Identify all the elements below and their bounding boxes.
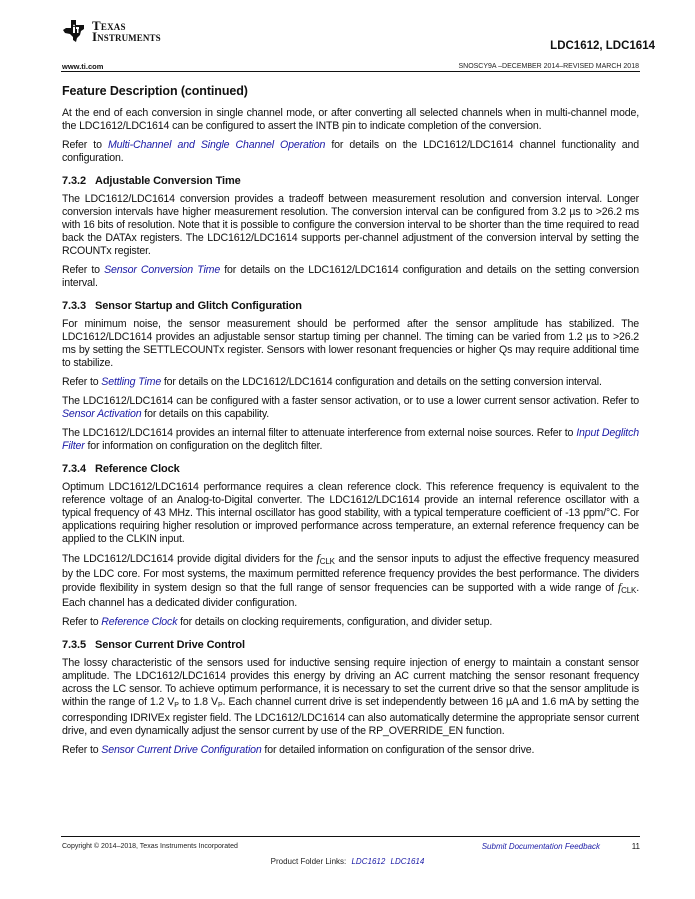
copyright-notice: Copyright © 2014–2018, Texas Instruments Incorporated (62, 843, 238, 850)
vp-symbol (167, 696, 178, 708)
xref-sensor-current-drive-link[interactable]: Sensor Current Drive Configuration (101, 744, 262, 756)
header-divider (61, 71, 640, 72)
ti-logo[interactable] (62, 14, 161, 48)
heading-number: 7.3.4 (62, 463, 86, 475)
heading-7-3-3 (62, 300, 639, 312)
folder-links-label: Product Folder Links: (270, 857, 347, 866)
fclk-symbol (317, 551, 335, 565)
vp-symbol (211, 696, 222, 708)
logo-line-1: Texas (92, 18, 126, 33)
symbol-subscript: P (174, 702, 179, 709)
page-number: 11 (631, 842, 640, 851)
submit-feedback-link[interactable]: Submit Documentation Feedback (481, 842, 600, 851)
text: for details on this capability. (141, 408, 269, 420)
symbol-subscript: P (217, 702, 223, 709)
text: The LDC1612/LDC1614 provide digital dividers for the (62, 553, 317, 565)
s733-paragraph-3 (62, 395, 639, 421)
heading-7-3-4 (62, 463, 639, 475)
text: Refer to (62, 139, 108, 151)
xref-sensor-activation-link[interactable]: Sensor Activation (62, 408, 142, 420)
text: and the sensor inputs to adjust the effective frequency measured by the LDC core. For most systems, the maximum permitted reference frequency provides the best performance. The dividers provide flexibility in system design so that the full range of sensor frequencies can be supported with a wide range of (62, 553, 640, 594)
text: Refer to (62, 376, 102, 388)
heading-number: 7.3.5 (62, 639, 86, 651)
ti-logo-wordmark (92, 20, 161, 42)
s734-paragraph-3 (62, 616, 639, 629)
heading-text: Sensor Startup and Glitch Configuration (94, 300, 302, 312)
s734-paragraph-2 (62, 552, 639, 610)
s734-paragraph-1: Optimum LDC1612/LDC1614 performance requires a clean reference clock. This reference frequency is equivalent to the reference voltage of an Analog-to-Digital converter. The LDC1612/LDC1614 provide an internal reference oscillator with a typical frequency of 43 MHz. This internal oscillator has good stability, with a typical temperature coefficient of -13 ppm/°C. For applications requiring higher resolution or improved performance across temperature, an external reference frequency can be applied to the CLKIN input. (62, 481, 639, 545)
text: . Each channel has a dedicated divider configuration. (62, 582, 639, 609)
xref-settling-time-link[interactable]: Settling Time (101, 376, 162, 388)
product-folder-links (0, 857, 695, 866)
text: Refer to (62, 744, 102, 756)
s733-paragraph-4 (62, 427, 639, 453)
text: The lossy characteristic of the sensors used for inductive sensing require injection of energy to maintain a constant sensor amplitude. The LDC1612/LDC1614 provides this energy by driving an AC current matching the sensor resonant frequency across the LC sensor. To achieve optimum performance, it is necessary to set the current drive so that the sensor amplitude is within the range of 1.2 (62, 657, 639, 708)
heading-text: Sensor Current Drive Control (94, 639, 245, 651)
symbol-v: V (211, 696, 218, 708)
heading-text: Reference Clock (94, 463, 180, 475)
text: to 1.8 (178, 696, 212, 708)
heading-7-3-5 (62, 639, 639, 651)
s733-paragraph-1: For minimum noise, the sensor measurement should be performed after the sensor amplitude has stabilized. The LDC1612/LDC1614 provides an adjustable sensor startup timing per channel. The timing can be varied from 1.2 µs to >26.2 ms by setting the SETTLECOUNTx register. Sensors with lower resonant frequencies or higher Qs may require additional time to stabilize. (62, 318, 639, 369)
symbol-subscript: CLK (621, 586, 637, 595)
text: for details on the LDC1612/LDC1614 configuration and details on the setting conversion interval. (161, 376, 602, 388)
s732-paragraph-1: The LDC1612/LDC1614 conversion provides a tradeoff between measurement resolution and conversion interval. Longer conversion intervals have higher measurement resolution. The conversion interval can be configured from 3.2 µs to >26.2 ms with 16 bits of resolution. Note that it is possible to configure the conversion interval to be shorter than the time required to read back the DATAx registers. The LDC1612/LDC1614 supports per-channel adjustment of the conversion interval by setting the RCOUNTx register. (62, 193, 639, 257)
logo-line-2: Instruments (92, 29, 161, 44)
heading-text: Adjustable Conversion Time (94, 175, 241, 187)
folder-link-ldc1614[interactable]: LDC1614 (390, 857, 425, 866)
site-url-link[interactable]: www.ti.com (62, 62, 104, 71)
s732-paragraph-2 (62, 264, 639, 290)
symbol-v: V (167, 696, 175, 708)
doc-revision-id: SNOSCY9A –DECEMBER 2014–REVISED MARCH 2018 (458, 63, 639, 70)
text: for details on the LDC1612/LDC1614 configuration and details on the setting conversion interval. (62, 264, 639, 289)
text: Refer to (62, 616, 102, 628)
intro-paragraph-1: At the end of each conversion in single channel mode, or after converting all selected channels when in multi-channel mode, the LDC1612/LDC1614 can be configured to assert the INTB pin to indicate completion of the conversion. (62, 107, 639, 132)
s735-paragraph-2 (62, 744, 639, 757)
text: . Each channel current drive is set independently between 16 µA and 1.6 mA by setting the corresponding IDRIVEx register field. The LDC1612/LDC1614 can also automatically determine the appropriate sensor current drive, and even dynamically adjust the sensor current by use of the RP_OVERRIDE_EN function. (62, 696, 639, 737)
section-title: Feature Description (continued) (62, 84, 248, 98)
intro-paragraph-2 (62, 139, 639, 165)
fclk-symbol (618, 580, 636, 594)
xref-input-deglitch-filter-link[interactable]: Input Deglitch Filter (62, 427, 639, 452)
ti-logo-icon (62, 19, 86, 43)
text: for details on the LDC1612/LDC1614 channel functionality and configuration. (62, 139, 639, 164)
heading-7-3-2 (62, 175, 639, 187)
text: for detailed information on configuration of the sensor drive. (261, 744, 535, 756)
folder-link-ldc1612[interactable]: LDC1612 (351, 857, 386, 866)
xref-sensor-conversion-time-link[interactable]: Sensor Conversion Time (104, 264, 221, 276)
main-content (62, 84, 639, 763)
doc-title: LDC1612, LDC1614 (550, 40, 655, 52)
text: The LDC1612/LDC1614 can be configured with a faster sensor activation, or to use a lower current sensor activation. Refer to (62, 395, 639, 407)
symbol-f: f (316, 551, 320, 565)
heading-number: 7.3.2 (62, 175, 86, 187)
text: The LDC1612/LDC1614 provides an internal filter to attenuate interference from external noise sources. Refer to (62, 427, 577, 439)
footer-divider (61, 836, 640, 837)
symbol-subscript: CLK (319, 557, 335, 566)
s735-paragraph-1 (62, 657, 639, 738)
symbol-f: f (617, 580, 622, 594)
text: for information on configuration on the deglitch filter. (84, 440, 323, 452)
xref-reference-clock-link[interactable]: Reference Clock (101, 616, 178, 628)
xref-multi-channel-link[interactable]: Multi-Channel and Single Channel Operation (107, 139, 326, 151)
text: Refer to (62, 264, 105, 276)
text: for details on clocking requirements, configuration, and divider setup. (177, 616, 493, 628)
heading-number: 7.3.3 (62, 300, 86, 312)
s733-paragraph-2 (62, 376, 639, 389)
